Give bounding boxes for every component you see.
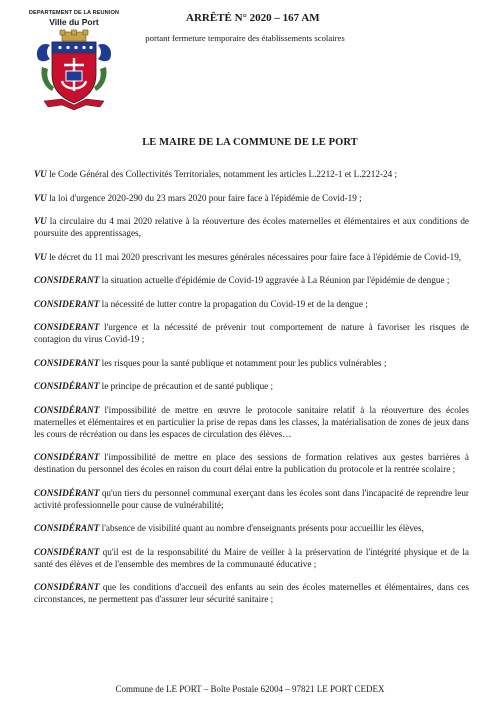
clause-considerant-responsabilite: CONSIDÉRANT qu'il est de la responsabilité du Maire de veiller à la préservation de l'intégrité physique et de la santé des élèves et de l'ensemble des membres de la communauté éducative ; — [34, 546, 469, 569]
clause-considerant-risques: CONSIDERANT les risques pour la santé publique et notamment pour les publics vulnérables ; — [34, 357, 387, 368]
clause-considerant-urgence: CONSIDERANT l'urgence et la nécessité de prévenir tout comportement de nature à favoriser les risques de contagion du virus Covid-19 ; — [34, 322, 469, 344]
clauses-list — [34, 168, 469, 617]
clause-vu-circulaire: VU la circulaire du 4 mai 2020 relative à la réouverture des écoles maternelles et élémentaires et aux conditions de poursuite des apprentissages, — [34, 216, 469, 238]
clause-considerant-necessite: CONSIDERANT la nécessité de lutter contre la propagation du Covid-19 et de la dengue ; — [34, 298, 368, 309]
clause-considerant-precaution: CONSIDÉRANT le principe de précaution et de santé publique ; — [34, 381, 274, 391]
clause-vu-decret: VU le décret du 11 mai 2020 prescrivant les mesures générales nécessaires pour faire face à l'épidémie de Covid-19, — [34, 251, 462, 262]
page-title: LE MAIRE DE LA COMMUNE DE LE PORT — [142, 137, 358, 148]
clause-vu-loi-urgence: VU la loi d'urgence 2020-290 du 23 mars 2020 pour faire face à l'épidémie de Covid-19 ; — [34, 192, 362, 203]
clause-considerant-protocole: CONSIDÉRANT l'impossibilité de mettre en œuvre le protocole sanitaire relatif à la réouverture des écoles maternelles et élémentaires et en particulier la prise de repas dans les classes, la matérialisation de zones de jeux dans les cours de récréation ou dans les espaces de circulation des élèves… — [34, 404, 469, 439]
department-label: DEPARTEMENT DE LA REUNION — [28, 10, 120, 16]
town-label: Ville du Port — [49, 17, 99, 27]
clause-considerant-personnel: CONSIDÉRANT qu'un tiers du personnel communal exerçant dans les écoles sont dans l'incapacité de reprendre leur activité professionnelle pour cause de vulnérabilité; — [34, 487, 469, 510]
municipal-emblem — [28, 10, 120, 111]
clause-considerant-formation: CONSIDÉRANT l'impossibilité de mettre en place des sessions de formation relatives aux gestes barrières à destination du personnel des écoles en raison du court délai entre la publication du protocole et la rentrée scolaire ; — [34, 452, 469, 474]
arrete-subject: portant fermeture temporaire des établissements scolaires — [145, 33, 345, 43]
clause-vu-cgct: VU le Code Général des Collectivités Territoriales, notamment les articles L.2212-1 et L.2212-24 ; — [34, 169, 398, 179]
page-footer: Commune de LE PORT – Boîte Postale 62004 – 97821 LE PORT CEDEX — [115, 684, 385, 694]
coat-of-arms-icon — [32, 29, 116, 111]
clause-considerant-situation: CONSIDERANT la situation actuelle d'épidémie de Covid-19 aggravée à La Réunion par l'épidémie de dengue ; — [34, 275, 450, 285]
clause-considerant-enseignants: CONSIDÉRANT l'absence de visibilité quant au nombre d'enseignants présents pour accueillir les élèves, — [34, 523, 424, 533]
clause-considerant-securite: CONSIDÉRANT que les conditions d'accueil des enfants au sein des écoles maternelles et élémentaires, dans ces circonstances, ne permettent pas d'assurer leur sécurité sanitaire ; — [34, 582, 469, 604]
arrete-number: ARRÊTÉ N° 2020 – 167 AM — [186, 12, 320, 24]
